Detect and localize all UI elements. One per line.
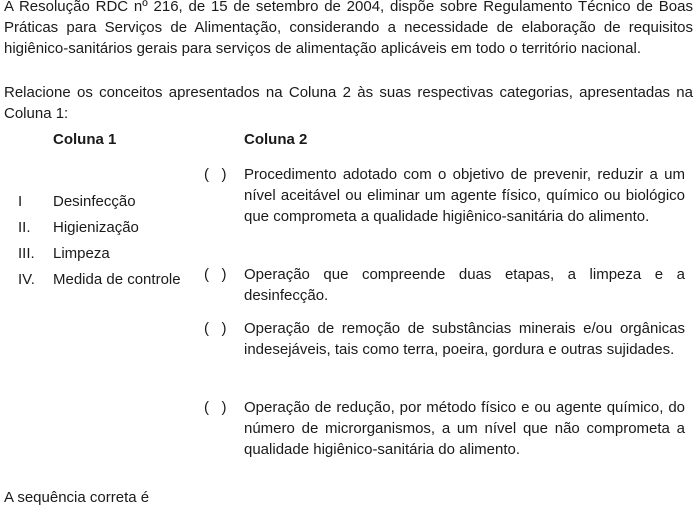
intro-text: A Resolução RDC nº 216, de 15 de setembro de 2004, dispõe sobre Regulamento Técnico de Boas Práticas para Serviços de Alimentação, considerando a necessidade de elaboração de requisitos higiênico-sanitários gerais para serviços de alimentação aplicáveis em todo o território nacional. — [4, 0, 693, 57]
item-text: Operação de redução, por método físico e ou agente químico, do número de microrganismos, a um nível que não comprometa a qualidade higiênico-sanitária do alimento. — [244, 399, 685, 458]
answer-blank[interactable]: ( ) — [204, 166, 227, 183]
column2-heading: Coluna 2 — [244, 131, 308, 148]
item-label: Higienização — [53, 219, 139, 236]
answer-blank[interactable]: ( ) — [204, 320, 227, 337]
item-label: Desinfecção — [53, 193, 136, 210]
answer-blank[interactable]: ( ) — [204, 399, 227, 416]
item-number: III. — [18, 245, 35, 262]
column1-item — [0, 269, 200, 290]
item-label: Limpeza — [53, 245, 110, 262]
column1-item — [0, 243, 200, 264]
item-text: Operação de remoção de substâncias minerais e/ou orgânicas indesejáveis, tais como terra, poeira, gordura e outras sujidades. — [244, 320, 685, 358]
item-text: Operação que compreende duas etapas, a limpeza e a desinfecção. — [244, 266, 685, 304]
column1-item — [0, 191, 200, 212]
item-number: IV. — [18, 271, 35, 288]
answer-blank[interactable]: ( ) — [204, 266, 227, 283]
answer-prompt: A sequência correta é — [4, 489, 150, 506]
item-number: II. — [18, 219, 31, 236]
column1-item — [0, 217, 200, 238]
item-number: I — [18, 193, 23, 210]
item-label: Medida de controle — [53, 271, 181, 288]
column1-heading: Coluna 1 — [53, 131, 117, 148]
intro-paragraph — [4, 0, 693, 59]
item-text: Procedimento adotado com o objetivo de prevenir, reduzir a um nível aceitável ou eliminar um agente físico, químico ou biológico que comprometa a qualidade higiênico-sanitária do alimento. — [244, 166, 685, 225]
question-prompt: Relacione os conceitos apresentados na Coluna 2 às suas respectivas categorias, apresentadas na Coluna 1: — [4, 84, 693, 122]
